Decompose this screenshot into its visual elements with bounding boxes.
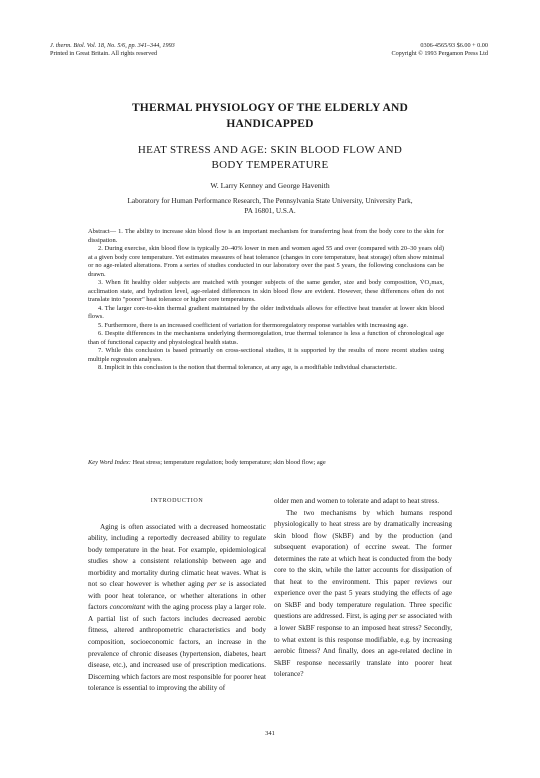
abstract-p2: 2. During exercise, skin blood flow is typically 20–40% lower in men and women aged 55 and over (compared with 20–30 years old) at a given body core temperature. Yet estimates measures of heat tolerance (changes in core temperature, heat storage) often show minimal or no age-related alterations. From a series of studies conducted in our laboratory over the past 5 years, the following conclusions can be drawn. <box>88 245 444 278</box>
intro-p2-b: associated with a lower SkBF response to an imposed heat stress? Secondly, to what extent is this response modifiable, e.g. by increasing aerobic fitness? And finally, does an age-related decline in SkBF response necessarily translate into poorer heat tolerance? <box>274 612 452 679</box>
abstract-p1-text: — 1. The ability to increase skin blood flow is an important mechanism for transferring heat from the body core to the skin for dissipation. <box>88 228 444 244</box>
intro-p2-a: The two mechanisms by which humans respond physiologically to heat stress are by dramatically increasing skin blood flow (SkBF) and by the production (and subsequent evaporation) of eccrine sweat. The former determines the rate at which heat is conducted from the body core to the skin, while the latter accounts for dissipation of that heat to the environment. This paper reviews our experience over the past 5 years studying the effects of age on SkBF and body temperature regulation. Three specific questions are addressed. First, is aging <box>274 508 452 621</box>
citation-line-1: J. therm. Biol. Vol. 18, No. 5/6, pp. 341–344, 1993 <box>50 42 175 49</box>
introduction-heading: INTRODUCTION <box>150 498 204 504</box>
section-title-line-1: THERMAL PHYSIOLOGY OF THE ELDERLY AND <box>131 102 409 114</box>
body-column-right <box>274 496 452 681</box>
abstract-p4: 4. The larger core-to-skin thermal gradient maintained by the older individuals allows for effective heat transfer at lower skin blood flows. <box>88 304 444 320</box>
abstract-label: Abstract <box>88 228 110 235</box>
price-code: 0306-4565/93 $6.00 + 0.00 <box>420 42 488 49</box>
intro-paragraph-2 <box>274 508 452 681</box>
copyright-block <box>391 42 488 58</box>
abstract-p5: 5. Furthermore, there is an increased coefficient of variation for thermoregulatory response variables with increasing age. <box>98 321 409 329</box>
affiliation-line-2: PA 16801, U.S.A. <box>244 207 296 215</box>
authors: W. Larry Kenney and George Havenith <box>210 181 330 190</box>
affiliation <box>80 196 460 216</box>
intro-p1-italic-2: concomitant <box>109 603 146 612</box>
intro-p1-b: is associated with poor heat tolerance, or whether alterations in other factors <box>88 580 266 612</box>
body-column-left <box>88 496 266 695</box>
paper-title <box>60 143 480 173</box>
keyword-text: Heat stress; temperature regulation; body temperature; skin blood flow; age <box>132 459 326 466</box>
intro-p2-italic: per se <box>388 612 406 621</box>
keyword-label: Key Word Index: <box>88 459 131 466</box>
section-title <box>60 100 480 132</box>
copyright-line: Copyright © 1993 Pergamon Press Ltd <box>391 50 488 57</box>
abstract <box>88 228 444 373</box>
section-title-line-2: HANDICAPPED <box>226 118 314 130</box>
intro-paragraph-1 <box>88 522 266 695</box>
journal-citation <box>50 42 175 58</box>
abstract-p7: 7. While this conclusion is based primarily on cross-sectional studies, it is supported by the results of more recent studies using multiple regression analyses. <box>88 347 444 363</box>
page-number: 341 <box>265 730 275 737</box>
intro-p1-c: with the aging process play a larger role. A partial list of such factors includes decreased aerobic fitness, altered anthropometric characteristics and body composition, socioeconomic factors, an increase in the prevalence of chronic diseases (hypertension, diabetes, heart disease, etc.), and increased use of prescription medications. Discerning which factors are most responsible for poorer heat tolerance is essential to improving the ability of <box>88 603 267 693</box>
paper-title-line-1: HEAT STRESS AND AGE: SKIN BLOOD FLOW AND <box>137 144 403 156</box>
intro-p1-a: Aging is often associated with a decreased homeostatic ability, including a reportedly decreased ability to regulate body temperature in the heat. For example, epidemiological studies show a consistent relationship between age and morbidity and mortality during climatic heat waves. What is not so clear however is whether aging <box>88 522 266 589</box>
intro-p1-italic: per se <box>207 580 226 589</box>
affiliation-line-1: Laboratory for Human Performance Research, The Pennsylvania State University, University Park, <box>127 197 413 205</box>
intro-continuation: older men and women to tolerate and adapt to heat stress. <box>274 497 440 505</box>
paper-title-line-2: BODY TEMPERATURE <box>211 159 329 171</box>
keyword-index <box>88 459 444 468</box>
abstract-p3: 3. When fit healthy older subjects are matched with younger subjects of the same gender, size and body composition, V̇O₂max, acclimation state, and hydration level, age-related differences in skin blood flow are evident. However, these differences often do not translate into "poorer" heat tolerance or higher core temperatures. <box>88 279 444 303</box>
abstract-p6: 6. Despite differences in the mechanisms underlying thermoregulation, true thermal tolerance is less a function of chronological age than of functional capacity and physiological health status. <box>88 330 444 346</box>
abstract-p8: 8. Implicit in this conclusion is the notion that thermal tolerance, at any age, is a modifiable individual characteristic. <box>98 364 397 371</box>
citation-line-2: Printed in Great Britain. All rights reserved <box>50 50 158 57</box>
abstract-p1 <box>88 228 444 245</box>
